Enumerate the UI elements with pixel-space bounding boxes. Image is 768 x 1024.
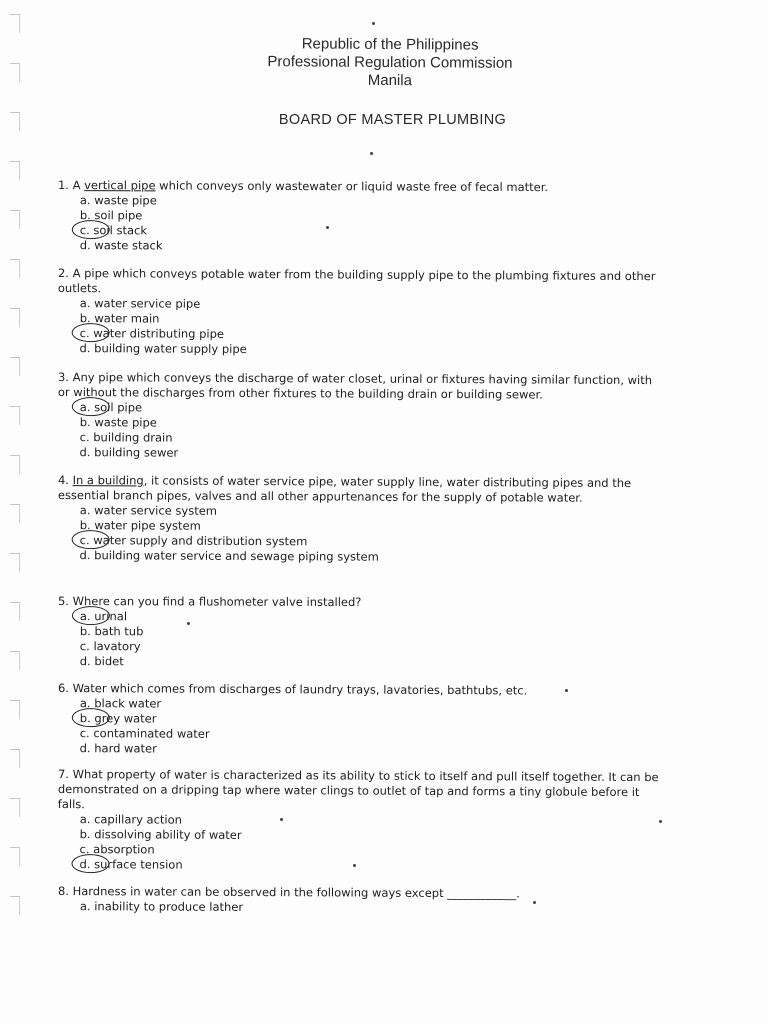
document-header	[240, 35, 540, 91]
question-number: 4.	[57, 473, 69, 488]
binder-hole-mark	[10, 553, 20, 572]
choice-text: d. building water service and sewage piping system	[79, 548, 379, 564]
answer-circle-mark	[72, 397, 110, 416]
binder-hole-mark	[10, 602, 20, 621]
choice-d	[80, 548, 662, 566]
choice-d	[80, 341, 662, 359]
choice-text: a. waste pipe	[79, 193, 157, 208]
choice-text: a. black water	[79, 696, 162, 711]
choice-text: b. water pipe system	[79, 518, 201, 533]
question-text-start: Water which comes from discharges of laundry trays, lavatories, bathtubs, etc.	[72, 681, 528, 698]
question-number: 1.	[57, 178, 69, 193]
choice-text: a. urinal	[79, 609, 128, 624]
question-4	[58, 473, 662, 566]
binder-hole-mark	[10, 112, 20, 131]
choice-d	[80, 445, 662, 463]
scan-speck	[565, 689, 568, 692]
question-text	[58, 473, 662, 506]
question-2	[58, 266, 662, 359]
choice-text: b. soil pipe	[79, 208, 143, 223]
header-city: Manila	[367, 71, 413, 90]
choice-d	[80, 654, 662, 671]
choice-list	[80, 503, 662, 566]
choice-text: a. water service system	[79, 503, 218, 518]
question-text-underlined: vertical pipe	[84, 178, 156, 193]
question-text	[58, 767, 662, 815]
question-number: 6.	[57, 681, 69, 696]
choice-d	[80, 741, 662, 759]
choice-list	[79, 812, 661, 875]
binder-hole-mark	[10, 847, 20, 866]
choice-text: a. capillary action	[79, 812, 183, 827]
scan-speck	[280, 818, 283, 821]
choice-list	[80, 193, 588, 255]
choice-a	[80, 899, 548, 916]
answer-circle-mark	[72, 530, 110, 549]
binder-hole-mark	[10, 14, 20, 33]
choice-text: a. water service pipe	[79, 296, 201, 311]
question-number: 5.	[57, 594, 69, 609]
question-text-start: A	[72, 178, 85, 193]
answer-circle-mark	[72, 323, 110, 342]
header-country: Republic of the Philippines	[301, 35, 479, 54]
question-text-start: Hardness in water can be observed in the following ways except ____________.	[72, 884, 520, 901]
question-1	[58, 178, 588, 255]
binder-hole-mark	[10, 504, 20, 523]
header-commission: Professional Regulation Commission	[267, 53, 513, 72]
question-number: 3.	[57, 370, 69, 385]
choice-text: c. lavatory	[79, 639, 141, 654]
answer-circle-mark	[71, 854, 109, 873]
scan-speck	[370, 152, 373, 155]
choice-list	[80, 609, 662, 671]
answer-circle-mark	[72, 606, 110, 625]
question-text-end: , it consists of water service pipe, water supply line, water distributing pipes and the essential branch pipes, valves and all other appurtenances for the supply of potable water.	[57, 473, 632, 505]
choice-list	[80, 296, 662, 359]
question-text-start: Where can you find a flushometer valve installed?	[72, 594, 362, 610]
binder-hole-mark	[10, 161, 20, 180]
binder-hole-mark	[10, 308, 20, 327]
question-text-underlined: In a building	[72, 473, 144, 488]
answer-circle-mark	[72, 708, 110, 727]
choice-text: c. absorption	[79, 842, 155, 857]
choice-text: b. grey water	[79, 711, 157, 726]
choice-text: d. surface tension	[79, 857, 183, 872]
choice-text: d. hard water	[79, 741, 157, 756]
board-title: BOARD OF MASTER PLUMBING	[278, 112, 507, 128]
question-number: 7.	[57, 767, 69, 782]
binder-margin	[0, 0, 26, 960]
question-number: 2.	[57, 266, 69, 281]
binder-hole-mark	[10, 798, 20, 817]
binder-hole-mark	[10, 63, 20, 82]
choice-text: c. water supply and distribution system	[79, 533, 308, 549]
binder-hole-mark	[10, 357, 20, 376]
binder-hole-mark	[10, 896, 20, 915]
question-7	[57, 767, 662, 875]
binder-hole-mark	[10, 455, 20, 474]
choice-text: c. building drain	[79, 430, 173, 445]
question-text	[58, 266, 662, 299]
choice-text: c. water distributing pipe	[79, 326, 225, 341]
choice-text: c. soil stack	[79, 223, 148, 238]
binder-hole-mark	[10, 259, 20, 278]
question-6	[58, 681, 662, 759]
scan-speck	[372, 22, 375, 25]
binder-hole-mark	[10, 651, 20, 670]
choice-list	[80, 899, 548, 916]
choice-text: a. inability to produce lather	[79, 899, 244, 914]
question-text	[58, 370, 662, 403]
binder-hole-mark	[10, 406, 20, 425]
question-3	[58, 370, 662, 463]
choice-list	[80, 696, 662, 759]
choice-text: b. dissolving ability of water	[79, 827, 242, 842]
question-text-end: which conveys only wastewater or liquid waste free of fecal matter.	[155, 178, 549, 195]
scan-speck	[533, 901, 536, 904]
answer-circle-mark	[72, 220, 110, 239]
choice-d	[79, 857, 661, 875]
question-number: 8.	[57, 884, 69, 899]
scan-speck	[659, 820, 662, 823]
binder-hole-mark	[10, 210, 20, 229]
choice-text: c. contaminated water	[79, 726, 210, 741]
choice-d	[80, 238, 588, 255]
binder-hole-mark	[10, 749, 20, 768]
choice-text: d. building water supply pipe	[79, 341, 247, 356]
scan-speck	[353, 864, 356, 867]
choice-text: d. building sewer	[79, 445, 179, 460]
choice-text: b. waste pipe	[79, 415, 157, 430]
binder-hole-mark	[10, 700, 20, 719]
scan-speck	[187, 622, 190, 625]
scan-speck	[326, 226, 329, 229]
choice-text: a. soil pipe	[79, 400, 143, 415]
question-text-start: Any pipe which conveys the discharge of water closet, urinal or fixtures having similar function, with or without the discharges from other fixtures to the building drain or building sewer.	[57, 370, 653, 402]
choice-text: b. bath tub	[79, 624, 144, 639]
choice-text: d. bidet	[79, 654, 124, 669]
choice-list	[80, 400, 662, 463]
question-text-start: What property of water is characterized as its ability to stick to itself and pull itself together. It can be demonstrated on a dripping tap where water clings to outlet of tap and forms a tiny globule before it falls.	[57, 767, 659, 812]
question-8	[58, 884, 548, 917]
question-text-start: A pipe which conveys potable water from the building supply pipe to the plumbing fixtures and other outlets.	[57, 266, 656, 296]
choice-text: d. waste stack	[79, 238, 163, 253]
question-5	[58, 594, 662, 671]
choice-text: b. water main	[79, 311, 160, 326]
